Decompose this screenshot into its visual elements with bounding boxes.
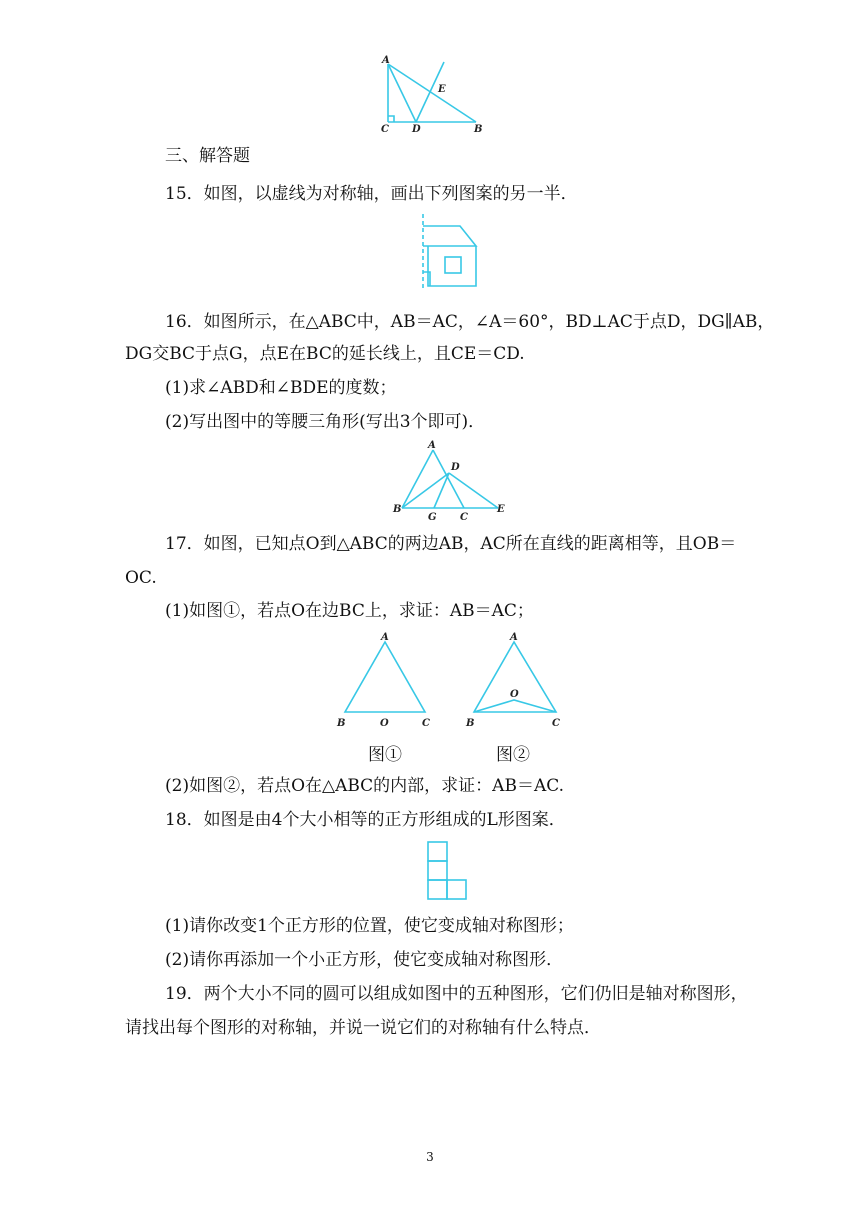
question-16-line1: 16．如图所示，在△ABC中，AB＝AC，∠A＝60°，BD⊥AC于点D，DG∥AB，	[165, 312, 775, 332]
question-18-sub1: (1)请你改变1个正方形的位置，使它变成轴对称图形；	[165, 916, 574, 936]
figure-2-caption: 图②	[496, 745, 530, 765]
question-19-line1: 19．两个大小不同的圆可以组成如图中的五种图形，它们仍旧是轴对称图形，	[165, 984, 748, 1004]
question-16-sub1: (1)求∠ABD和∠BDE的度数；	[165, 378, 397, 398]
label-D: D	[412, 124, 421, 135]
figure-q17-1-svg	[333, 632, 438, 730]
label-A: A	[382, 55, 390, 66]
figure-right-triangle	[378, 52, 488, 137]
figure-q16	[390, 440, 515, 522]
question-17-sub1: (1)如图①，若点O在边BC上，求证：AB＝AC；	[165, 601, 534, 621]
figure-q17-1	[333, 632, 438, 730]
figure-q17-2-svg	[462, 632, 572, 730]
question-19-line2: 请找出每个图形的对称轴，并说一说它们的对称轴有什么特点．	[125, 1018, 601, 1038]
label-B: B	[337, 718, 346, 729]
question-18-sub2: (2)请你再添加一个小正方形，使它变成轴对称图形．	[165, 950, 564, 970]
figure-l-shape-svg	[426, 840, 472, 902]
figure-q16-svg	[390, 440, 515, 522]
label-A: A	[428, 440, 436, 451]
question-16-line2: DG交BC于点G，点E在BC的延长线上，且CE＝CD.	[125, 344, 525, 364]
question-17-sub2: (2)如图②，若点O在△ABC的内部，求证：AB＝AC.	[165, 776, 565, 796]
label-B: B	[466, 718, 475, 729]
figure-l-shape	[426, 840, 472, 902]
figure-half-house	[414, 212, 484, 292]
label-A: A	[510, 632, 518, 643]
label-E: E	[497, 504, 505, 515]
label-G: G	[428, 512, 437, 523]
label-C: C	[381, 124, 389, 135]
label-O: O	[380, 718, 389, 729]
label-D: D	[451, 462, 460, 473]
page-number: 3	[426, 1150, 434, 1164]
question-17-line2: OC.	[125, 568, 157, 588]
question-16-sub2: (2)写出图中的等腰三角形(写出3个即可)．	[165, 412, 486, 432]
figure-half-house-svg	[414, 212, 484, 292]
label-B: B	[393, 504, 402, 515]
section-title: 三、解答题	[165, 146, 250, 166]
label-A: A	[381, 632, 389, 643]
figure-q17-2	[462, 632, 572, 730]
question-15: 15．如图，以虚线为对称轴，画出下列图案的另一半．	[165, 184, 578, 204]
label-O: O	[510, 689, 519, 700]
figure-right-triangle-svg	[378, 52, 488, 137]
label-C: C	[552, 718, 560, 729]
question-17-line1: 17．如图，已知点O到△ABC的两边AB，AC所在直线的距离相等，且OB＝	[165, 534, 737, 554]
label-C: C	[460, 512, 468, 523]
label-B: B	[474, 124, 483, 135]
question-18: 18．如图是由4个大小相等的正方形组成的L形图案．	[165, 810, 566, 830]
figure-1-caption: 图①	[368, 745, 402, 765]
label-C: C	[422, 718, 430, 729]
label-E: E	[438, 84, 446, 95]
